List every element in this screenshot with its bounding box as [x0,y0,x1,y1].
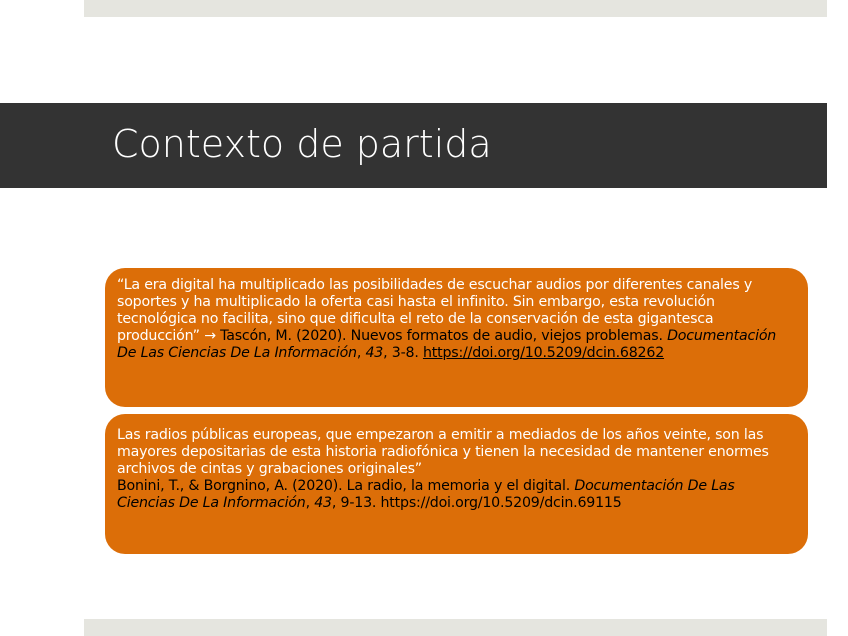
quote-box-bonini [105,414,808,554]
slide-title: Contexto de partida [112,122,492,166]
citation-sep: , [356,345,366,361]
citation-pages: , 3-8. [383,345,423,361]
top-decor-bar [84,0,827,17]
citation-author: Bonini, T., & Borgnino, A. (2020). La radio, la memoria y el digital. [117,478,575,494]
citation-journal: Documentación De Las Ciencias De La Información [117,328,777,361]
doi-link[interactable]: https://doi.org/10.5209/dcin.68262 [422,345,665,361]
bottom-decor-bar [84,619,827,636]
citation-author: Tascón, M. (2020). Nuevos formatos de audio, viejos problemas. [220,328,668,344]
citation-journal: Documentación De Las Ciencias De La Información [117,478,735,511]
citation-pages: , 9-13. [331,495,381,511]
quote-box-tascon [105,268,808,407]
quote-text: Las radios públicas europeas, que empezaron a emitir a mediados de los años veinte, son las mayores depositarias de esta historia radiofónica y tienen la necesidad de mantener enormes archivos de cintas y grabaciones originales” [117,427,769,477]
quote-text: “La era digital ha multiplicado las posibilidades de escuchar audios por diferentes canales y soportes y ha multiplicado la oferta casi hasta el infinito. Sin embargo, esta revolución tecnológica no facilita, sino que dificulta el reto de la conservación de esta gigantesca producción” → [117,277,753,344]
citation-sep: , [305,495,315,511]
citation-volume: 43 [365,345,384,361]
citation-volume: 43 [314,495,332,511]
doi-text: https://doi.org/10.5209/dcin.69115 [380,495,622,511]
